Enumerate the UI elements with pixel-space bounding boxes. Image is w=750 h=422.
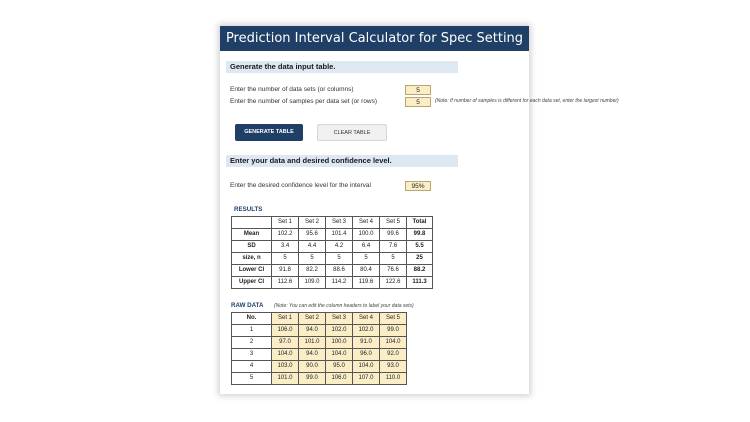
spreadsheet-sheet bbox=[220, 26, 619, 394]
row-label: SD bbox=[232, 241, 272, 253]
results-header-total: Total bbox=[407, 217, 433, 229]
cell: 101.4 bbox=[326, 229, 353, 241]
data-cell[interactable]: 94.0 bbox=[299, 349, 326, 361]
data-cell[interactable]: 104.0 bbox=[353, 361, 380, 373]
table-row bbox=[232, 337, 407, 349]
total-cell: 25 bbox=[407, 253, 433, 265]
data-cell[interactable]: 100.0 bbox=[326, 337, 353, 349]
row-label: size, n bbox=[232, 253, 272, 265]
cell: 82.2 bbox=[299, 265, 326, 277]
row-number: 1 bbox=[232, 325, 272, 337]
results-heading: RESULTS bbox=[234, 206, 263, 213]
cell: 99.6 bbox=[380, 229, 407, 241]
raw-header-set4[interactable]: Set 4 bbox=[353, 313, 380, 325]
results-header-set1: Set 1 bbox=[272, 217, 299, 229]
results-header-set3: Set 3 bbox=[326, 217, 353, 229]
raw-header-row bbox=[232, 313, 407, 325]
cell: 112.6 bbox=[272, 277, 299, 289]
raw-data-table bbox=[231, 312, 407, 385]
data-cell[interactable]: 95.0 bbox=[326, 361, 353, 373]
cell: 119.6 bbox=[353, 277, 380, 289]
data-cell[interactable]: 102.0 bbox=[326, 325, 353, 337]
raw-header-no: No. bbox=[232, 313, 272, 325]
data-cell[interactable]: 104.0 bbox=[326, 349, 353, 361]
row-number: 2 bbox=[232, 337, 272, 349]
cell: 5 bbox=[353, 253, 380, 265]
samples-note: (Note: If number of samples is different for each data set, enter the largest number) bbox=[435, 98, 619, 104]
page-title: Prediction Interval Calculator for Spec Setting bbox=[220, 26, 529, 51]
table-row bbox=[232, 373, 407, 385]
raw-header-set1[interactable]: Set 1 bbox=[272, 313, 299, 325]
num-samples-label: Enter the number of samples per data set (or rows) bbox=[230, 98, 378, 105]
row-label: Mean bbox=[232, 229, 272, 241]
data-cell[interactable]: 106.0 bbox=[272, 325, 299, 337]
data-cell[interactable]: 97.0 bbox=[272, 337, 299, 349]
total-cell: 5.5 bbox=[407, 241, 433, 253]
cell: 7.6 bbox=[380, 241, 407, 253]
results-header-set5: Set 5 bbox=[380, 217, 407, 229]
data-cell[interactable]: 93.0 bbox=[380, 361, 407, 373]
table-row bbox=[232, 349, 407, 361]
num-sets-label: Enter the number of data sets (or columns) bbox=[230, 86, 354, 93]
cell: 5 bbox=[326, 253, 353, 265]
total-cell: 99.8 bbox=[407, 229, 433, 241]
data-cell[interactable]: 102.0 bbox=[353, 325, 380, 337]
row-label: Upper CI bbox=[232, 277, 272, 289]
cell: 5 bbox=[380, 253, 407, 265]
data-cell[interactable]: 91.0 bbox=[353, 337, 380, 349]
cell: 5 bbox=[272, 253, 299, 265]
cell: 4.4 bbox=[299, 241, 326, 253]
cell: 6.4 bbox=[353, 241, 380, 253]
table-row bbox=[232, 241, 433, 253]
cell: 100.0 bbox=[353, 229, 380, 241]
row-number: 4 bbox=[232, 361, 272, 373]
row-number: 3 bbox=[232, 349, 272, 361]
cell: 109.0 bbox=[299, 277, 326, 289]
data-cell[interactable]: 106.0 bbox=[326, 373, 353, 385]
cell: 95.6 bbox=[299, 229, 326, 241]
num-samples-input[interactable]: 5 bbox=[405, 97, 431, 107]
results-header-set4: Set 4 bbox=[353, 217, 380, 229]
data-cell[interactable]: 110.0 bbox=[380, 373, 407, 385]
data-cell[interactable]: 96.0 bbox=[353, 349, 380, 361]
data-cell[interactable]: 99.0 bbox=[380, 325, 407, 337]
num-sets-input[interactable]: 5 bbox=[405, 85, 431, 95]
table-row bbox=[232, 361, 407, 373]
confidence-input[interactable]: 95% bbox=[405, 181, 431, 191]
row-label: Lower CI bbox=[232, 265, 272, 277]
cell: 114.2 bbox=[326, 277, 353, 289]
cell: 4.2 bbox=[326, 241, 353, 253]
section-data-heading: Enter your data and desired confidence level. bbox=[226, 155, 458, 167]
data-cell[interactable]: 107.0 bbox=[353, 373, 380, 385]
total-cell: 88.2 bbox=[407, 265, 433, 277]
raw-data-note: (Note: You can edit the column headers to label your data sets) bbox=[274, 302, 414, 309]
clear-table-button[interactable]: CLEAR TABLE bbox=[317, 124, 387, 141]
cell: 5 bbox=[299, 253, 326, 265]
raw-header-set3[interactable]: Set 3 bbox=[326, 313, 353, 325]
cell: 3.4 bbox=[272, 241, 299, 253]
cell: 76.6 bbox=[380, 265, 407, 277]
confidence-label: Enter the desired confidence level for the interval bbox=[230, 182, 371, 189]
data-cell[interactable]: 101.0 bbox=[299, 337, 326, 349]
cell: 122.6 bbox=[380, 277, 407, 289]
table-row bbox=[232, 277, 433, 289]
table-row bbox=[232, 229, 433, 241]
data-cell[interactable]: 104.0 bbox=[380, 337, 407, 349]
total-cell: 111.3 bbox=[407, 277, 433, 289]
data-cell[interactable]: 90.0 bbox=[299, 361, 326, 373]
cell: 88.6 bbox=[326, 265, 353, 277]
results-table bbox=[231, 216, 433, 289]
data-cell[interactable]: 94.0 bbox=[299, 325, 326, 337]
generate-table-button[interactable]: GENERATE TABLE bbox=[235, 124, 303, 141]
results-header-set2: Set 2 bbox=[299, 217, 326, 229]
cell: 102.2 bbox=[272, 229, 299, 241]
cell: 80.4 bbox=[353, 265, 380, 277]
row-number: 5 bbox=[232, 373, 272, 385]
table-row bbox=[232, 325, 407, 337]
raw-header-set5[interactable]: Set 5 bbox=[380, 313, 407, 325]
results-header-row bbox=[232, 217, 433, 229]
cell: 91.8 bbox=[272, 265, 299, 277]
raw-header-set2[interactable]: Set 2 bbox=[299, 313, 326, 325]
table-row bbox=[232, 253, 433, 265]
section-generate-heading: Generate the data input table. bbox=[226, 61, 458, 73]
data-cell[interactable]: 92.0 bbox=[380, 349, 407, 361]
table-row bbox=[232, 265, 433, 277]
data-cell[interactable]: 104.0 bbox=[272, 349, 299, 361]
data-cell[interactable]: 101.0 bbox=[272, 373, 299, 385]
data-cell[interactable]: 103.0 bbox=[272, 361, 299, 373]
raw-data-heading: RAW DATA bbox=[231, 302, 264, 309]
results-header-blank bbox=[232, 217, 272, 229]
data-cell[interactable]: 99.0 bbox=[299, 373, 326, 385]
